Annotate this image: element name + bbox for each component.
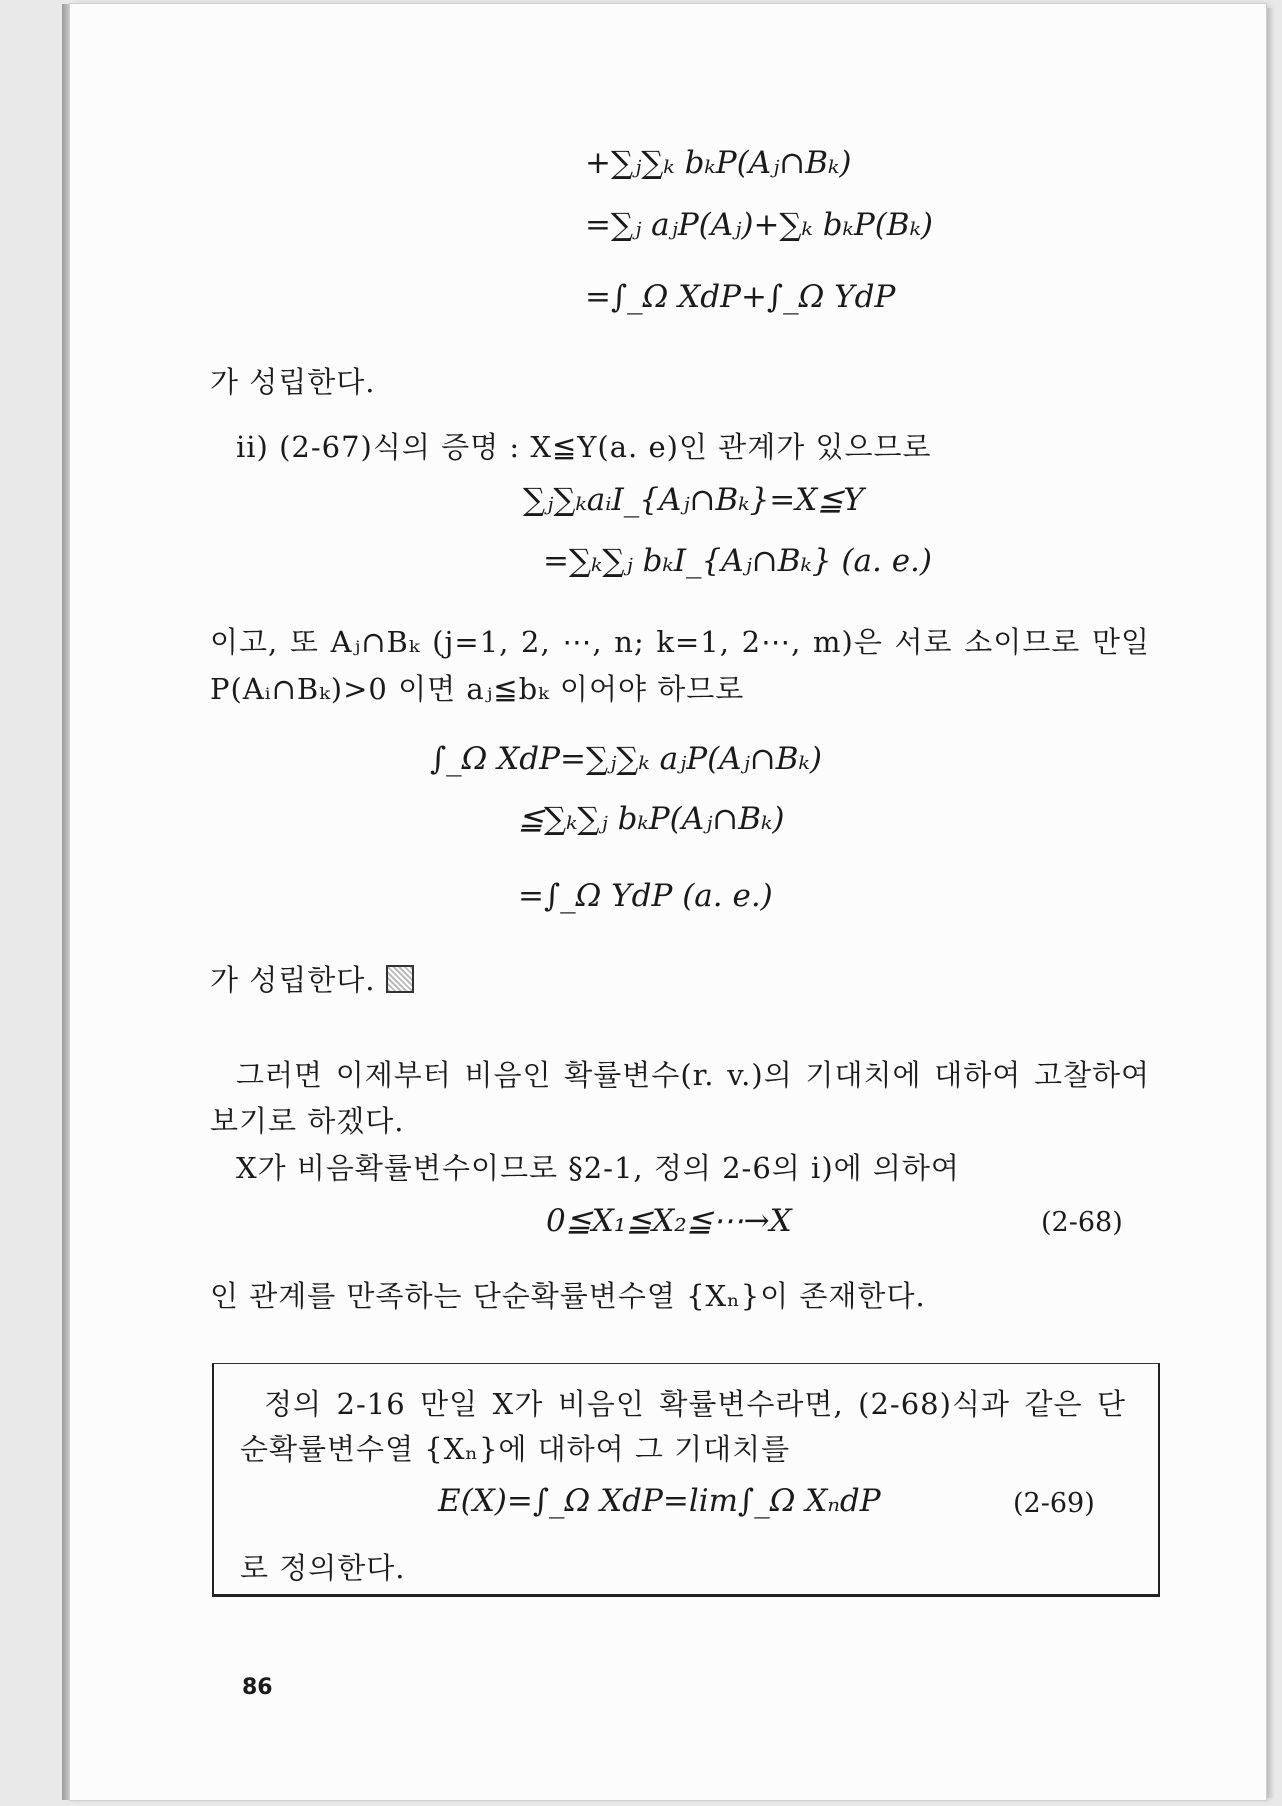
paragraph-2: ii) (2-67)식의 증명 : X≦Y(a. e)인 관계가 있으므로 <box>236 430 932 464</box>
page-edge-shadow <box>1266 8 1276 1798</box>
paragraph-5-line-1: 그러면 이제부터 비음인 확률변수(r. v.)의 기대치에 대하여 고찰하여 <box>236 1058 1150 1092</box>
paragraph-4-text: 가 성립한다. <box>210 963 376 997</box>
equation-1-line-1: +∑ⱼ∑ₖ bₖP(Aⱼ∩Bₖ) <box>585 145 852 181</box>
qed-end-of-proof-icon <box>386 965 414 993</box>
paragraph-3-line-1: 이고, 또 Aⱼ∩Bₖ (j=1, 2, ⋯, n; k=1, 2⋯, m)은 서로 소이므로 만일 <box>210 625 1150 659</box>
page-number: 86 <box>242 1675 273 1700</box>
equation-4-number: (2-68) <box>1041 1207 1123 1238</box>
equation-1-line-3: =∫_Ω XdP+∫_Ω YdP <box>585 279 896 315</box>
equation-5-number: (2-69) <box>1013 1488 1095 1519</box>
definition-line-1: 정의 2-16 만일 X가 비음인 확률변수라면, (2-68)식과 같은 단 <box>264 1387 1126 1421</box>
definition-line-3: 로 정의한다. <box>240 1551 406 1585</box>
paragraph-7: 인 관계를 만족하는 단순확률변수열 {Xₙ}이 존재한다. <box>210 1279 926 1313</box>
equation-3-line-3: =∫_Ω YdP (a. e.) <box>518 878 773 914</box>
paragraph-1: 가 성립한다. <box>210 365 376 399</box>
paragraph-3-line-2: P(Aᵢ∩Bₖ)>0 이면 aⱼ≦bₖ 이어야 하므로 <box>210 672 745 706</box>
equation-5: E(X)=∫_Ω XdP=lim∫_Ω XₙdP <box>438 1483 881 1519</box>
equation-4: 0≦X₁≦X₂≦⋯→X <box>546 1203 792 1239</box>
paragraph-4 <box>210 958 414 999</box>
paragraph-5-line-2: 보기로 하겠다. <box>210 1104 405 1138</box>
equation-3-line-2: ≦∑ₖ∑ⱼ bₖP(Aⱼ∩Bₖ) <box>518 801 785 837</box>
definition-line-2: 순확률변수열 {Xₙ}에 대하여 그 기대치를 <box>240 1432 791 1466</box>
equation-3-line-1: ∫_Ω XdP=∑ⱼ∑ₖ aⱼP(Aⱼ∩Bₖ) <box>430 741 822 777</box>
equation-2-line-2: =∑ₖ∑ⱼ bₖI_{Aⱼ∩Bₖ} (a. e.) <box>543 543 932 579</box>
paragraph-6: X가 비음확률변수이므로 §2-1, 정의 2-6의 i)에 의하여 <box>236 1151 960 1185</box>
equation-2-line-1: ∑ⱼ∑ₖaᵢI_{Aⱼ∩Bₖ}=X≦Y <box>523 482 864 518</box>
equation-1-line-2: =∑ⱼ aⱼP(Aⱼ)+∑ₖ bₖP(Bₖ) <box>585 207 933 243</box>
